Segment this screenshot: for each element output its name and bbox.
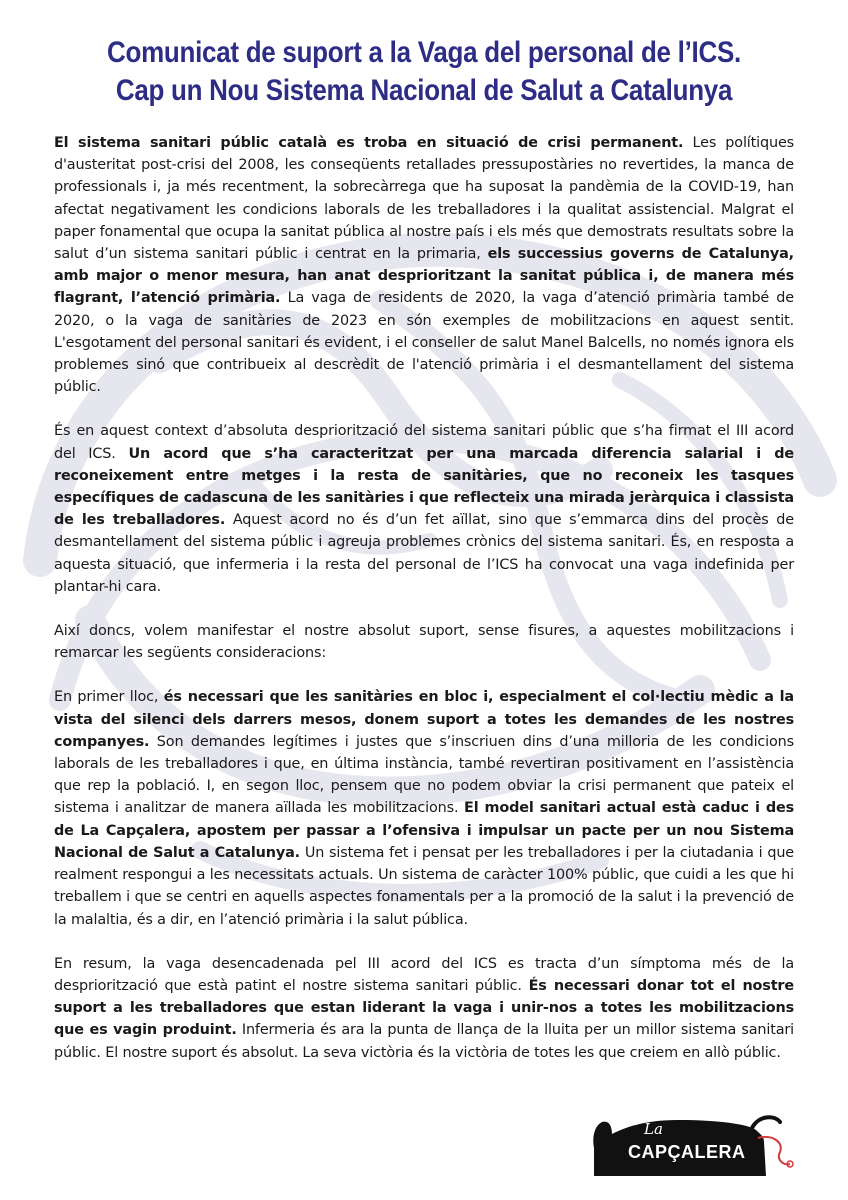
paragraph-4-text-1: En primer lloc,: [54, 689, 164, 706]
paragraph-2: [54, 420, 794, 598]
paragraph-1-bold-2: els successius governs de Catalunya, amb major o menor mesura, han anat desprioritzant la sanitat pública i, de manera més flagrant, l’atenció primària.: [54, 246, 794, 307]
paragraph-4-bold-2: El model sanitari actual està caduc i des de La Capçalera, apostem per passar a l’ofensiva i impulsar un pacte per un nou Sistema Nacional de Salut a Catalunya.: [54, 800, 794, 861]
logo-name: CAPÇALERA: [628, 1142, 746, 1162]
document-page: [54, 34, 794, 1086]
paragraph-4-text-3: Un sistema fet i pensat per les treballadores i per la ciutadania i que realment respongui a les necessitats actuals. Un sistema de caràcter 100% públic, que cuidi a les que hi treballem i que se centri en aquells aspectes fonamentals per a la promoció de la salut i la prevenció de la malaltia, és a dir, en l’atenció primària i la salut pública.: [54, 844, 794, 928]
paragraph-4: [54, 686, 794, 930]
la-capcalera-logo: [588, 1108, 794, 1180]
paragraph-1: [54, 132, 794, 398]
paragraph-2-bold-1: Un acord que s’ha caracteritzat per una marcada diferencia salarial i de reconeixement entre metges i la resta de sanitàries, que no reconeix les tasques específiques de cadascuna de les sanitàries i que reflecteix una mirada jeràrquica i classista de les treballadores.: [54, 445, 794, 529]
page-title: [98, 34, 749, 110]
paragraph-5-bold-1: És necessari donar tot el nostre suport a les treballadores que estan liderant la vaga i unir-nos a totes les mobilitzacions que es vagin produint.: [54, 977, 794, 1039]
paragraph-2-text-2: Aquest acord no és d’un fet aïllat, sino que s’emmarca dins del procès de desmantellament del sistema públic i agreuja problemes crònics del sistema sanitari. És, en resposta a aquesta situació, que infermeria i la resta del personal de l’ICS ha convocat una vaga indefinida per plantar-hi cara.: [54, 512, 795, 595]
paragraph-1-text-2: La vaga de residents de 2020, la vaga d’atenció primària també de 2020, o la vaga de sanitàries de 2023 en són exemples de mobilitzacions en aquest sentit. L'esgotament del personal sanitari és evident, i el conseller de salut Manel Balcells, no només ignora els problemes sinó que contribueix al descrèdit de l'atenció primària i el desmantellament del sistema públic.: [54, 290, 794, 396]
paragraph-1-bold-1: El sistema sanitari públic català es troba en situació de crisi permanent.: [54, 135, 684, 151]
paragraph-5-text-1: En resum, la vaga desencadenada pel III acord del ICS es tracta d’un símptoma més de la despriorització que està patint el nostre sistema sanitari públic.: [54, 955, 794, 994]
title-line-1: Comunicat de suport a la Vaga del personal de l’ICS.: [106, 36, 741, 69]
paragraph-4-text-2: Son demandes legítimes i justes que s’inscriuen dins d’una milloria de les condicions laborals de les treballadores i que, en última instància, també revertiran positivament en l’assistència que rep la població. I, en segon lloc, pensem que no podem obviar la crisi permanent que pateix el sistema i analitzar de manera aïllada les mobilitzacions.: [54, 733, 794, 817]
paragraph-2-text-1: És en aquest context d’absoluta despriorització del sistema sanitari públic que s’ha firmat el III acord del ICS.: [54, 423, 794, 462]
paragraph-3-text-1: Així doncs, volem manifestar el nostre absolut suport, sense fisures, a aquestes mobilitzacions i remarcar les següents consideracions:: [54, 623, 794, 662]
paragraph-3: [54, 620, 794, 664]
paragraph-5: [54, 953, 794, 1064]
title-line-2: Cap un Nou Sistema Nacional de Salut a Catalunya: [115, 74, 733, 107]
paragraph-1-text-1: Les polítiques d'austeritat post-crisi del 2008, les conseqüents retallades pressupostàries no revertides, la manca de professionals i, ja més recentment, la sobrecàrrega que ha suposat la pandèmia de la COVID-19, han afectat negativament les condicions laborals de les treballadores i la qualitat assistencial. Malgrat el paper fonamental que ocupa la sanitat pública al nostre país i els més que demostrats resultats sobre la salut d’un sistema sanitari públic i centrat en la primaria,: [54, 135, 794, 263]
paragraph-4-bold-1: és necessari que les sanitàries en bloc i, especialment el col·lectiu mèdic a la vista del silenci dels darrers mesos, donem suport a totes les demandes de les nostres companyes.: [54, 689, 794, 750]
logo-prefix: La: [644, 1120, 663, 1138]
paragraph-5-text-2: Infermeria és ara la punta de llança de la lluita per un millor sistema sanitari públic. El nostre suport és absolut. La seva victòria és la victòria de totes les que creiem en allò públic.: [54, 1022, 794, 1061]
